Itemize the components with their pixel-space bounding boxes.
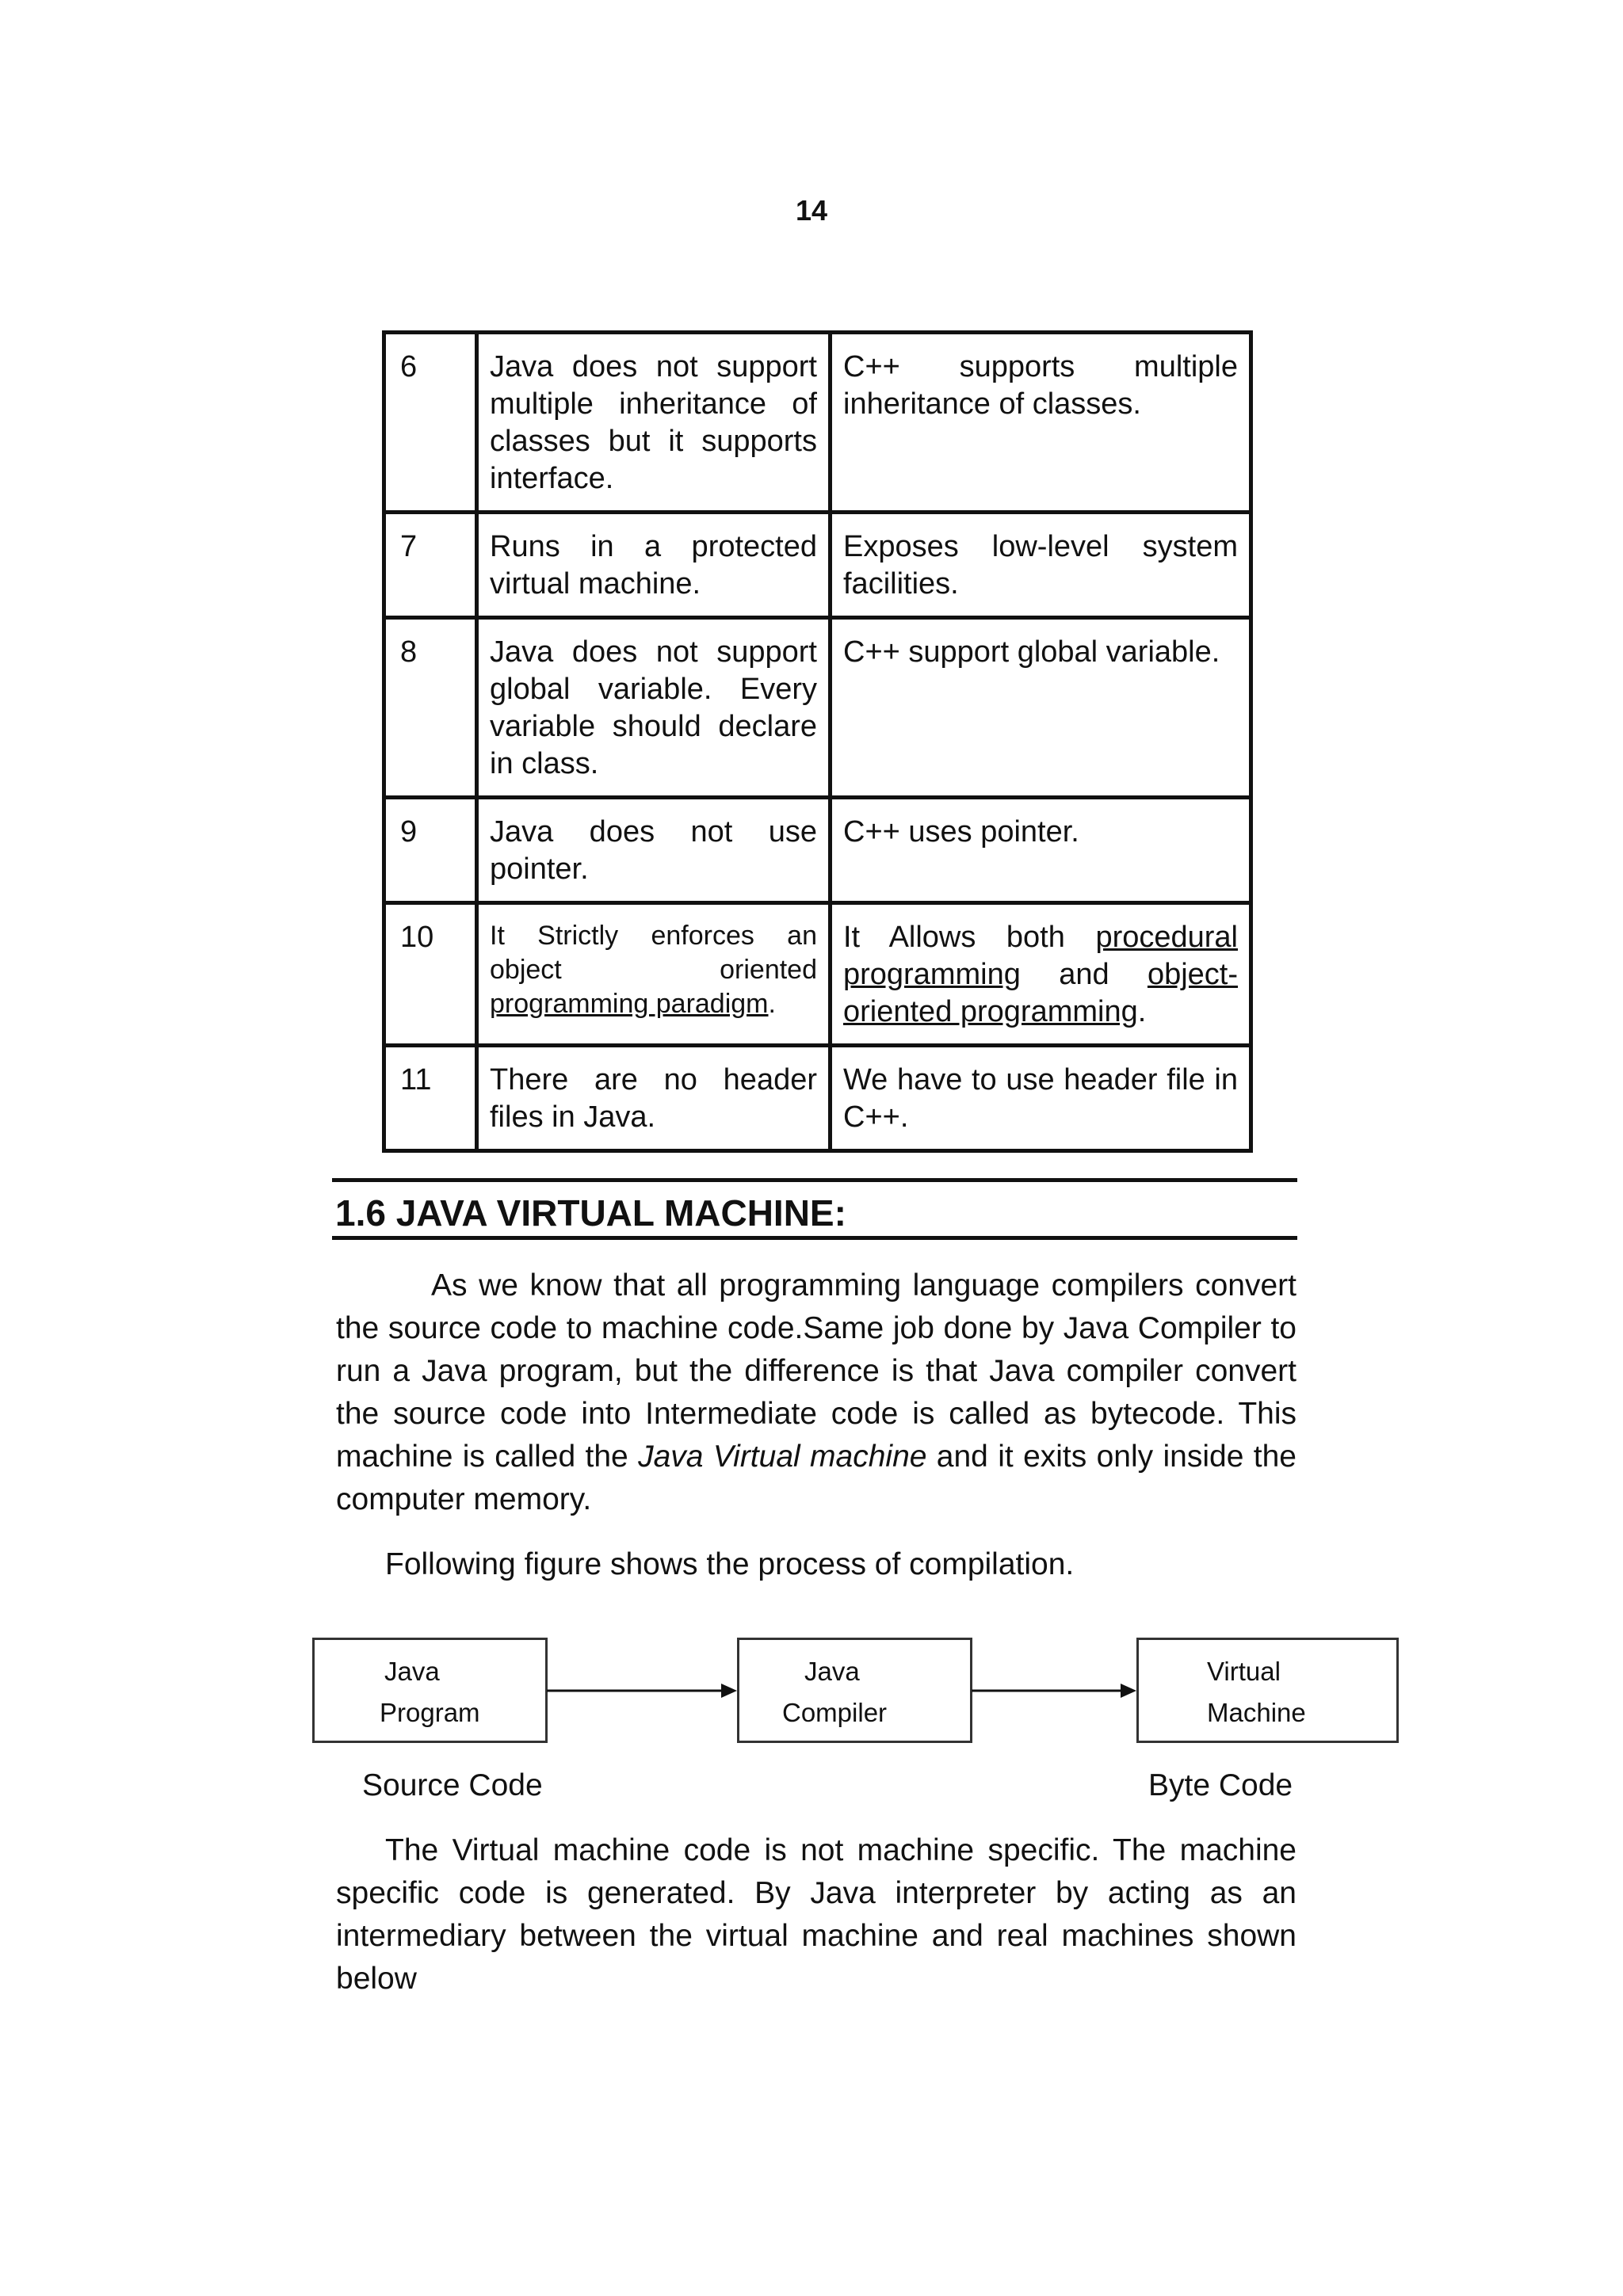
java-compiler-box: [737, 1638, 972, 1743]
programming-paradigm-link[interactable]: programming paradigm: [490, 989, 769, 1019]
box-label: Java: [804, 1657, 860, 1686]
paragraph-text: As we know that all programming language compilers convert the source code to machine code.Same job done by Java Compiler to run a Java program, but the difference is that Java compiler convert the source code into Intermediate code is called as bytecode. This machine is called the: [336, 1268, 1296, 1474]
java-cell: Java does not support multiple inheritance of classes but it supports interface.: [477, 333, 831, 513]
cpp-cell: C++ uses pointer.: [831, 798, 1251, 903]
cpp-cell-end: .: [1137, 995, 1147, 1028]
row-number: 7: [384, 513, 477, 618]
cpp-cell: Exposes low-level system facilities.: [831, 513, 1251, 618]
cpp-cell: [831, 903, 1251, 1046]
box-label: Java: [384, 1657, 440, 1686]
table-row: [384, 333, 1251, 513]
jvm-paragraph: [336, 1264, 1296, 1521]
comparison-table: [382, 330, 1253, 1153]
java-cell: Runs in a protected virtual machine.: [477, 513, 831, 618]
source-code-label: Source Code: [362, 1768, 543, 1802]
java-cell-end: .: [768, 989, 776, 1019]
interpreter-paragraph-text: The Virtual machine code is not machine specific. The machine specific code is generated. By Java interpreter by acting as an intermediary between the virtual machine and real machines shown below: [336, 1833, 1296, 1996]
cpp-cell: We have to use header file in C++.: [831, 1046, 1251, 1151]
procedural-programming-link[interactable]: procedural programming: [843, 921, 1238, 991]
cpp-cell: C++ supports multiple inheritance of classes.: [831, 333, 1251, 513]
java-cell: Java does not use pointer.: [477, 798, 831, 903]
page-number: 14: [795, 194, 828, 227]
cpp-cell-conjunction: and: [1020, 958, 1148, 991]
box-label: Virtual: [1207, 1657, 1281, 1686]
object-oriented-programming-link[interactable]: object-oriented programming: [843, 958, 1238, 1028]
java-cell: There are no header files in Java.: [477, 1046, 831, 1151]
table-row: [384, 618, 1251, 798]
cpp-cell-text: It Allows both: [843, 921, 1096, 954]
jvm-paragraph-text: [336, 1264, 1296, 1521]
table-row: [384, 513, 1251, 618]
java-program-box: [312, 1638, 548, 1743]
jvm-term: Java Virtual machine: [638, 1440, 927, 1474]
interpreter-paragraph: [336, 1829, 1296, 2000]
row-number: 8: [384, 618, 477, 798]
section-heading: 1.6 JAVA VIRTUAL MACHINE:: [332, 1178, 1297, 1240]
arrow-compiler-to-vm: [972, 1680, 1138, 1702]
box-label: Machine: [1207, 1698, 1306, 1727]
box-label: Compiler: [782, 1698, 888, 1727]
cpp-cell: C++ support global variable.: [831, 618, 1251, 798]
java-cell: Java does not support global variable. Every variable should declare in class.: [477, 618, 831, 798]
byte-code-label: Byte Code: [1148, 1768, 1293, 1802]
row-number: 10: [384, 903, 477, 1046]
table-row: [384, 903, 1251, 1046]
table-row: [384, 798, 1251, 903]
java-cell: [477, 903, 831, 1046]
row-number: 6: [384, 333, 477, 513]
arrow-program-to-compiler: [547, 1680, 739, 1702]
virtual-machine-box: [1136, 1638, 1399, 1743]
row-number: 9: [384, 798, 477, 903]
java-cell-text: It Strictly enforces an object oriented: [490, 921, 817, 985]
table-row: [384, 1046, 1251, 1151]
box-label: Program: [380, 1698, 480, 1727]
figure-intro: Following figure shows the process of compilation.: [385, 1547, 1075, 1581]
row-number: 11: [384, 1046, 477, 1151]
paragraph-text-end: and it exits only inside the computer memory.: [336, 1440, 1296, 1516]
